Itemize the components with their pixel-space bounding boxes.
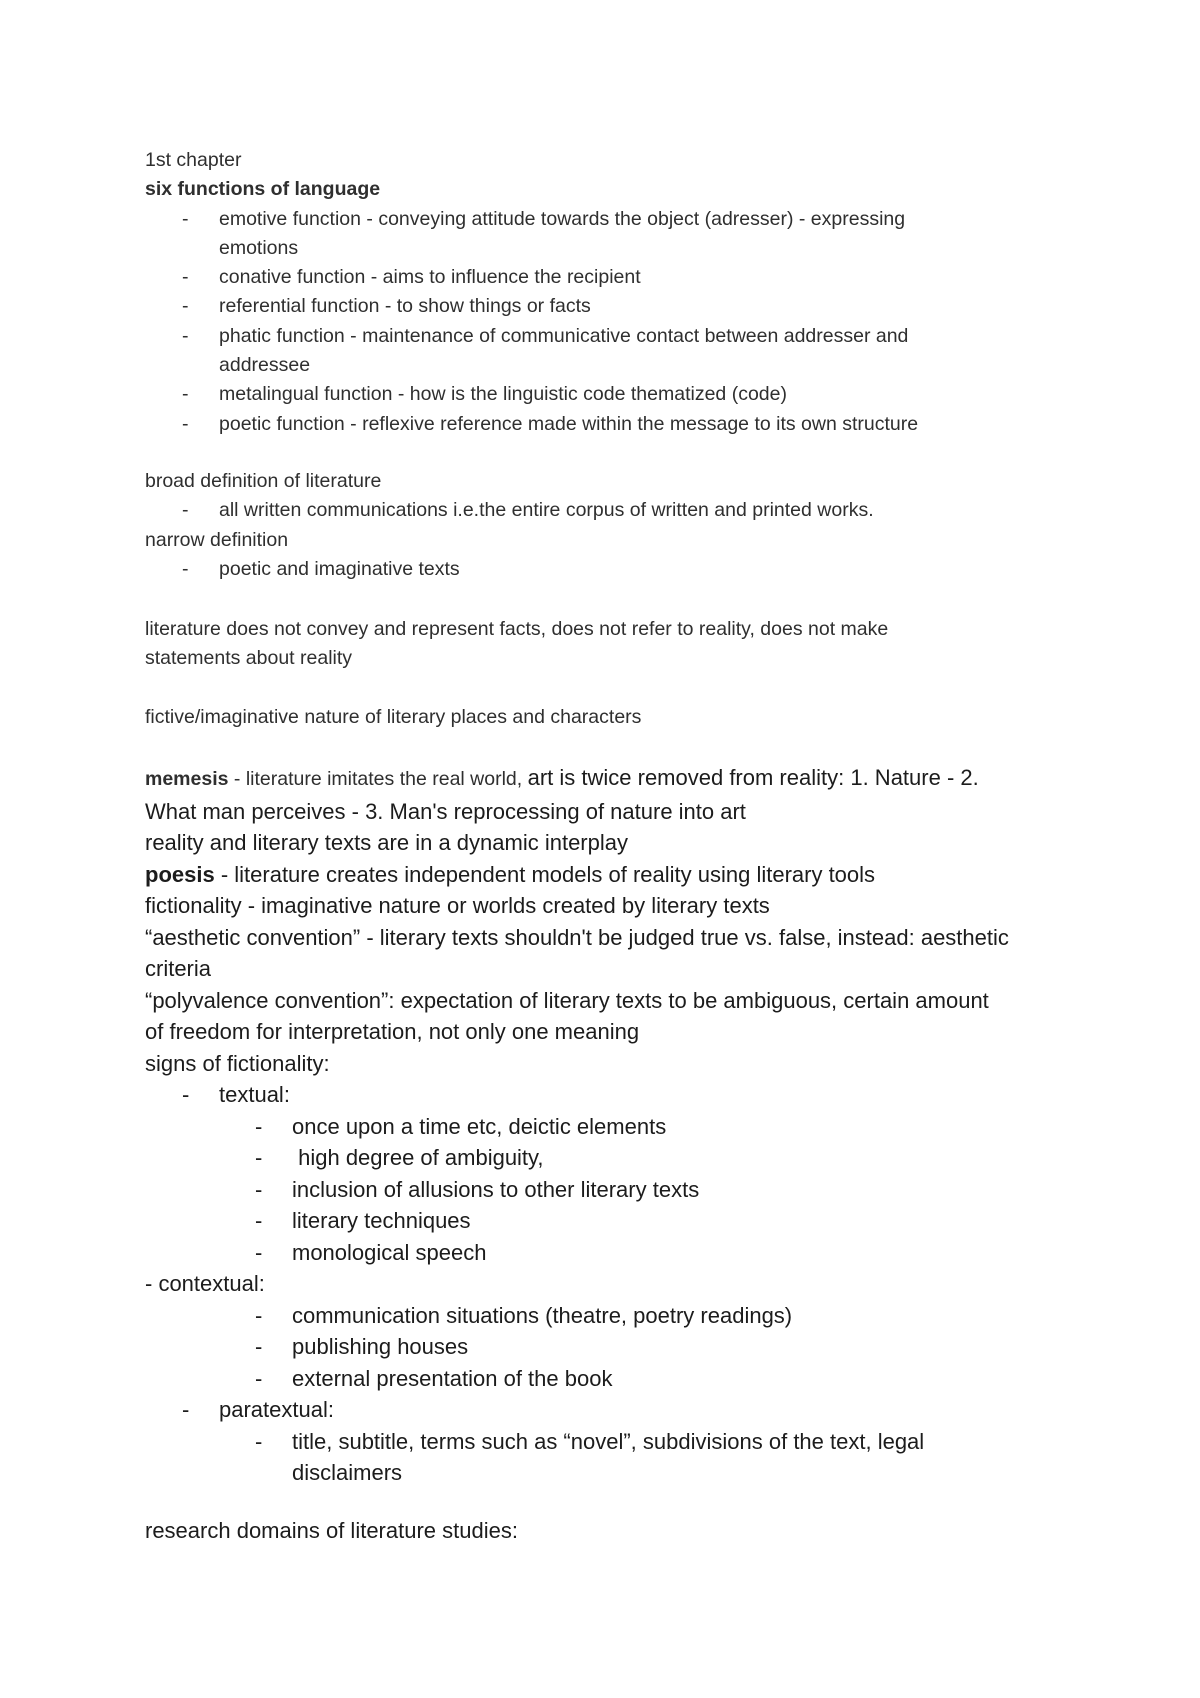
memesis-section: [145, 762, 1085, 1489]
list-item-text: once upon a time etc, deictic elements: [292, 1113, 667, 1139]
list-item: [145, 1426, 1085, 1458]
list-item-text: high degree of ambiguity,: [292, 1145, 544, 1170]
list-item-text: poetic and imaginative texts: [219, 557, 460, 580]
list-item-text: title, subtitle, terms such as “novel”, subdivisions of the text, legal: [292, 1428, 925, 1454]
bullet-dash: -: [255, 1208, 263, 1233]
bullet-dash: -: [255, 1145, 263, 1170]
list-item: [145, 205, 1085, 234]
paragraph-line: statements about reality: [145, 647, 353, 670]
aesthetic-line: criteria: [145, 956, 212, 981]
research-section: [145, 1515, 1085, 1547]
list-item: [145, 1237, 1085, 1269]
list-item: [145, 1174, 1085, 1206]
list-item: [145, 1331, 1085, 1363]
bullet-dash: -: [255, 1176, 263, 1202]
research-heading: research domains of literature studies:: [145, 1518, 518, 1543]
list-item-text: metalingual function - how is the linguistic code thematized (code): [219, 383, 787, 406]
list-item: [145, 322, 1085, 351]
bullet-dash: -: [182, 295, 189, 318]
list-item: [145, 1111, 1085, 1143]
memesis-definition: - literature imitates the real world,: [228, 768, 528, 790]
list-item: [145, 555, 1085, 584]
list-item-text: all written communications i.e.the entire corpus of written and printed works.: [219, 499, 874, 522]
bullet-dash: -: [255, 1302, 263, 1328]
list-item-continuation: [145, 351, 1085, 380]
list-item-text: monological speech: [292, 1239, 487, 1265]
list-item-text: addressee: [219, 354, 311, 377]
list-item: [145, 263, 1085, 292]
bullet-dash: -: [255, 1113, 263, 1139]
contextual-label: - contextual:: [145, 1271, 265, 1296]
paragraph-line: reality and literary texts are in a dynamic interplay: [145, 830, 628, 855]
list-item: [145, 292, 1085, 321]
list-item-text: conative function - aims to influence the recipient: [219, 266, 641, 289]
list-item-text: disclaimers: [292, 1460, 403, 1485]
bullet-dash: -: [182, 412, 189, 435]
bullet-dash: -: [182, 383, 189, 406]
poesis-term: poesis: [145, 861, 215, 887]
paragraph-line: fictive/imaginative nature of literary places and characters: [145, 706, 642, 728]
list-item-text: phatic function - maintenance of communicative contact between addresser and: [219, 324, 909, 347]
list-item-continuation: [145, 1457, 1085, 1489]
list-item: [145, 1142, 1085, 1174]
list-item: [145, 1079, 1085, 1111]
memesis-line: [145, 762, 1085, 796]
signs-heading: signs of fictionality:: [145, 1050, 330, 1076]
list-item-text: inclusion of allusions to other literary texts: [292, 1176, 700, 1202]
paragraph-line: What man perceives - 3. Man's reprocessing of nature into art: [145, 798, 746, 824]
definitions-section: [145, 467, 1085, 584]
poesis-definition: - literature creates independent models of reality using literary tools: [214, 861, 876, 887]
paragraph-line: literature does not convey and represent facts, does not refer to reality, does not make: [145, 618, 889, 640]
broad-definition-heading: broad definition of literature: [145, 470, 382, 492]
list-item-text: emotive function - conveying attitude towards the object (adresser) - expressing: [219, 207, 906, 230]
memesis-term: memesis: [145, 768, 229, 790]
statement-paragraph: [145, 615, 1085, 674]
list-item-text: literary techniques: [292, 1208, 471, 1233]
aesthetic-line: “aesthetic convention” - literary texts shouldn't be judged true vs. false, instead: aesthetic: [145, 924, 1009, 950]
bullet-dash: -: [182, 207, 189, 230]
list-item: [145, 1363, 1085, 1395]
list-item-text: communication situations (theatre, poetry readings): [292, 1302, 793, 1328]
memesis-definition-continued: art is twice removed from reality: 1. Nature - 2.: [527, 765, 979, 790]
list-item: [145, 1205, 1085, 1237]
chapter-title: 1st chapter: [145, 149, 242, 171]
list-item-continuation: [145, 234, 1085, 263]
paratextual-label: paratextual:: [219, 1397, 334, 1422]
fictive-paragraph: [145, 703, 1085, 732]
list-item-text: publishing houses: [292, 1334, 469, 1359]
bullet-dash: -: [182, 266, 189, 289]
bullet-dash: -: [255, 1365, 263, 1391]
polyvalence-line: of freedom for interpretation, not only one meaning: [145, 1019, 640, 1044]
functions-section: [145, 146, 1085, 439]
list-item: [145, 410, 1085, 439]
bullet-dash: -: [182, 499, 189, 522]
bullet-dash: -: [255, 1428, 263, 1454]
list-item: [145, 1300, 1085, 1332]
fictionality-line: fictionality - imaginative nature or worlds created by literary texts: [145, 893, 770, 918]
bullet-dash: -: [255, 1239, 263, 1265]
list-item: [145, 380, 1085, 409]
list-item: [145, 1394, 1085, 1426]
list-item: [145, 496, 1085, 525]
polyvalence-line: “polyvalence convention”: expectation of literary texts to be ambiguous, certain amount: [145, 987, 989, 1013]
bullet-dash: -: [182, 1082, 190, 1107]
bullet-dash: -: [182, 557, 189, 580]
bullet-dash: -: [255, 1334, 263, 1359]
narrow-definition-heading: narrow definition: [145, 528, 289, 551]
functions-heading: six functions of language: [145, 178, 381, 201]
bullet-dash: -: [182, 324, 189, 347]
poesis-line: [145, 859, 1085, 891]
textual-label: textual:: [219, 1082, 290, 1107]
list-item-text: poetic function - reflexive reference made within the message to its own structure: [219, 412, 919, 435]
list-item-text: external presentation of the book: [292, 1365, 613, 1391]
list-item-text: emotions: [219, 236, 299, 259]
bullet-dash: -: [182, 1397, 190, 1422]
list-item-text: referential function - to show things or facts: [219, 295, 591, 318]
